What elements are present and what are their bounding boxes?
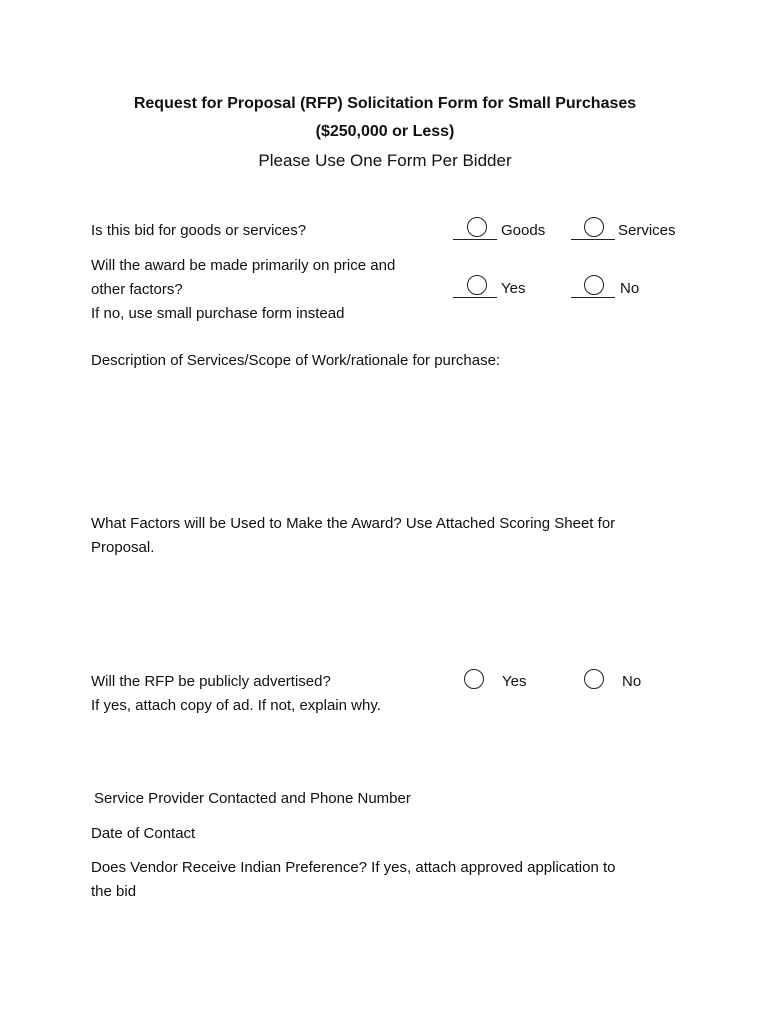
advertised-yes-option[interactable] (464, 669, 544, 695)
indian-preference-question-line1: Does Vendor Receive Indian Preference? If yes, attach approved application to (91, 859, 616, 876)
advertised-no-option[interactable] (584, 669, 664, 695)
form-subtitle: Please Use One Form Per Bidder (258, 151, 512, 170)
goods-option[interactable] (453, 217, 553, 243)
service-provider-label: Service Provider Contacted and Phone Number (94, 790, 411, 807)
award-no-underline (571, 297, 615, 298)
services-option[interactable] (571, 217, 691, 243)
award-no-option[interactable] (571, 275, 661, 301)
award-price-note: If no, use small purchase form instead (91, 305, 345, 322)
services-label: Services (618, 222, 676, 239)
award-no-label: No (620, 280, 640, 297)
date-of-contact-label: Date of Contact (91, 825, 196, 842)
award-yes-option[interactable] (453, 275, 543, 301)
advertised-question: Will the RFP be publicly advertised? (91, 673, 331, 690)
form-title-line2: ($250,000 or Less) (315, 123, 455, 140)
advertised-no-label: No (622, 673, 642, 690)
goods-underline (453, 239, 497, 240)
advertised-yes-label: Yes (502, 673, 527, 690)
award-no-radio-icon[interactable] (584, 275, 604, 295)
award-factors-question-line2: Proposal. (91, 539, 155, 556)
services-radio-icon[interactable] (584, 217, 604, 237)
award-yes-underline (453, 297, 497, 298)
award-factors-question-line1: What Factors will be Used to Make the Award? Use Attached Scoring Sheet for (91, 515, 616, 532)
advertised-no-radio-icon[interactable] (584, 669, 604, 689)
advertised-yes-radio-icon[interactable] (464, 669, 484, 689)
award-price-question-line2: other factors? (91, 281, 183, 298)
indian-preference-question-line2: the bid (91, 883, 137, 900)
goods-services-question: Is this bid for goods or services? (91, 222, 307, 239)
goods-label: Goods (501, 222, 546, 239)
goods-radio-icon[interactable] (467, 217, 487, 237)
description-label: Description of Services/Scope of Work/rationale for purchase: (91, 352, 501, 369)
award-yes-radio-icon[interactable] (467, 275, 487, 295)
award-price-question-line1: Will the award be made primarily on price and (91, 257, 396, 274)
advertised-note: If yes, attach copy of ad. If not, explain why. (91, 697, 381, 714)
services-underline (571, 239, 615, 240)
form-title-line1: Request for Proposal (RFP) Solicitation Form for Small Purchases (133, 95, 637, 112)
award-yes-label: Yes (501, 280, 526, 297)
